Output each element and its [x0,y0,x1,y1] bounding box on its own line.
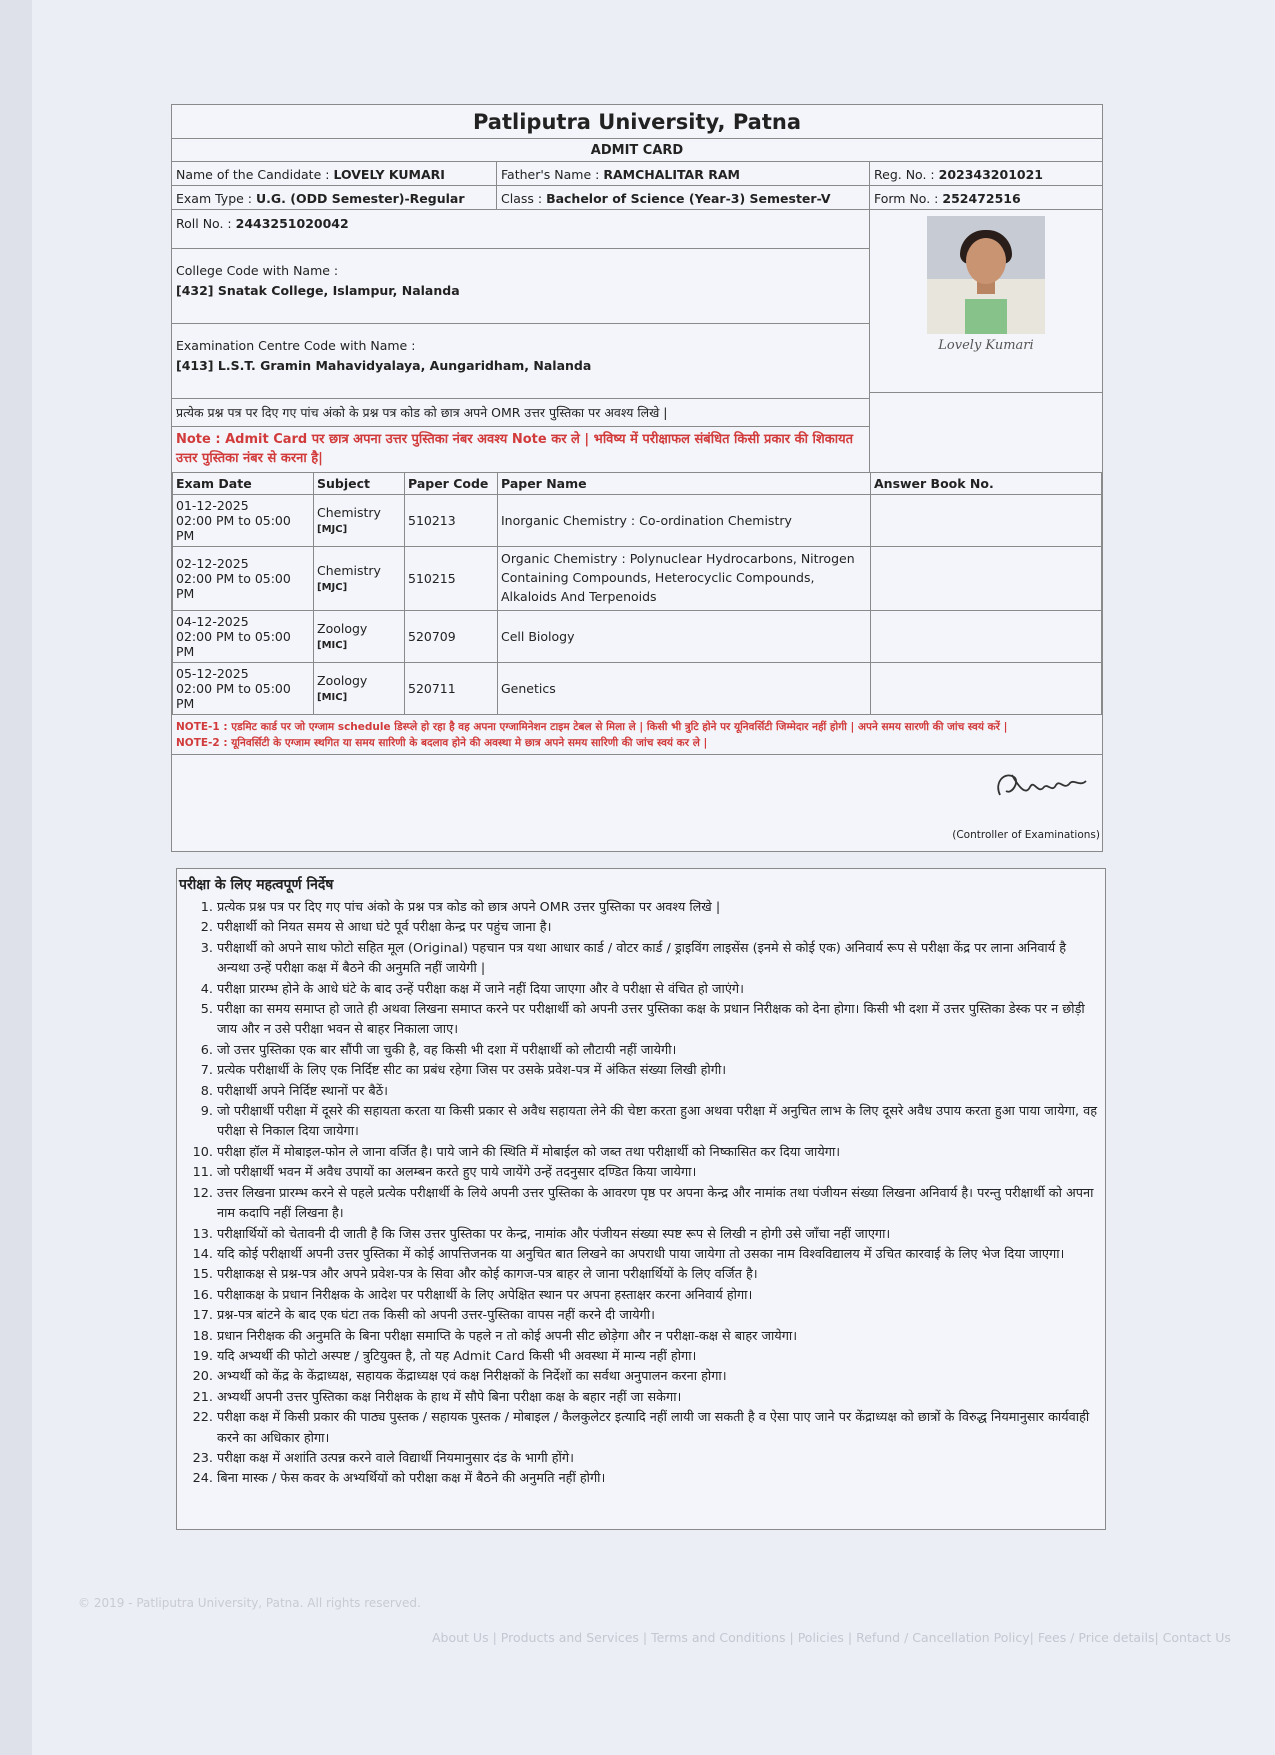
college [172,249,869,324]
list-item: 5. परीक्षा का समय समाप्त हो जाते ही अथवा लिखना समाप्त करने पर परीक्षार्थी को अपनी उत्तर पुस्तिका कक्ष के प्रधान निरीक्षक को देना होगा। किसी भी दशा में उत्तर पुस्तिका डेस्क पर न छोड़ी जाय और न उसे परीक्षा भवन से बाहर निकाला जाए। [217,1000,1105,1041]
college-label: College Code with Name : [176,263,339,278]
exam-centre [172,324,869,399]
footer-link-fees[interactable]: Fees / Price details [1037,1630,1155,1645]
candidate-name [172,162,497,185]
info-row-2 [172,186,1102,210]
footer-link-refund[interactable]: Refund / Cancellation Policy [856,1630,1030,1645]
header-subject: Subject [314,472,405,494]
roll-no-label: Roll No. : [176,216,232,231]
father-name [497,162,870,185]
paper-code: 510215 [405,546,498,610]
note-1: NOTE-1 : एडमिट कार्ड पर जो एग्जाम schedule डिस्प्ले हो रहा है वह अपना एग्जामिनेशन टाइम टेबल से मिला ले | किसी भी त्रुटि होने पर यूनिवर्सिटी जिम्मेदार नहीं होगी | अपने समय सारणी की जांच स्वयं करें | [176,720,1008,733]
exam-type-label: Exam Type : [176,191,253,206]
admit-card-label: ADMIT CARD [172,139,1102,162]
exam-date-cell [173,546,314,610]
exam-date: 01-12-2025 [176,497,249,513]
exam-date-cell [173,610,314,662]
list-item: 7. प्रत्येक परीक्षार्थी के लिए एक निर्दिष्ट सीट का प्रबंध रहेगा जिस पर उसके प्रवेश-पत्र में अंकित संख्या लिखी होगी। [217,1061,1105,1081]
subject: Chemistry [317,505,381,521]
schedule-notes [172,715,1102,756]
paper-code: 520709 [405,610,498,662]
exam-centre-value: [413] L.S.T. Gramin Mahavidyalaya, Aungaridham, Nalanda [176,358,592,373]
answer-book-note: Note : Admit Card पर छात्र अपना उत्तर पुस्तिका नंबर अवश्य Note कर ले | भविष्य में परीक्षाफल संबंधित किसी प्रकार की शिकायत उत्तर पुस्तिका नंबर से करना है| [176,432,854,466]
subject: Zoology [317,621,368,637]
table-header-row [173,472,1102,494]
details-left [172,210,870,472]
signature-area [172,755,1102,851]
form-no [870,186,1102,209]
subject-cell [314,494,405,546]
college-value: [432] Snatak College, Islampur, Nalanda [176,283,460,298]
answer-book-no [871,662,1102,714]
father-name-value: RAMCHALITAR RAM [603,167,740,182]
instructions-box [176,868,1106,1530]
candidate-name-label: Name of the Candidate : [176,167,330,182]
subject-tag: [MJC] [317,524,348,536]
footer-links: About Us | Products and Services | Terms and Conditions | Policies | Refund / Cancellation Policy| Fees / Price details| Contact Us [432,1630,1231,1645]
paper-code: 510213 [405,494,498,546]
table-row [173,546,1102,610]
admit-card [171,104,1103,852]
exam-date: 05-12-2025 [176,665,249,681]
info-row-1 [172,162,1102,186]
answer-book-no [871,610,1102,662]
list-item: 12. उत्तर लिखना प्रारम्भ करने से पहले प्रत्येक परीक्षार्थी के लिये अपनी उत्तर पुस्तिका के आवरण पृष्ठ पर अपना केन्द्र और नामांक तथा पंजीयन संख्या लिखना अनिवार्य है। परन्तु परीक्षार्थी को अपना नाम कदापि नहीं लिखना है। [217,1184,1105,1225]
list-item: 19. यदि अभ्यर्थी की फोटो अस्पष्ट / त्रुटियुक्त है, तो यह Admit Card किसी भी अवस्था में मान्य नहीं होगा। [217,1347,1105,1367]
exam-date-cell [173,494,314,546]
list-item: 20. अभ्यर्थी को केंद्र के केंद्राध्यक्ष, सहायक केंद्राध्यक्ष एवं कक्ष निरीक्षकों के निर्देशों का सर्वथा अनुपालन करना होगा। [217,1367,1105,1387]
note-2: NOTE-2 : यूनिवर्सिटी के एग्जाम स्थगित या समय सारिणी के बदलाव होने की अवस्था मे छात्र अपने समय सारिणी की जांच स्वयं कर ले | [176,737,708,750]
header-answer-book: Answer Book No. [871,472,1102,494]
father-name-label: Father's Name : [501,167,600,182]
university-title: Patliputra University, Patna [172,105,1102,139]
exam-schedule-table [172,472,1102,715]
answer-book-no [871,494,1102,546]
header-paper-code: Paper Code [405,472,498,494]
class-label: Class : [501,191,543,206]
exam-time: 02:00 PM to 05:00 PM [176,680,291,711]
subject-tag: [MIC] [317,692,348,704]
subject-tag: [MJC] [317,582,348,594]
roll-no [172,210,869,249]
list-item: 10. परीक्षा हॉल में मोबाइल-फोन ले जाना वर्जित है। पाये जाने की स्थिति में मोबाईल को जब्त तथा परीक्षार्थी को निष्कासित कर दिया जायेगा। [217,1143,1105,1163]
paper-code: 520711 [405,662,498,714]
controller-signature [990,765,1090,805]
list-item: 1. प्रत्येक प्रश्न पत्र पर दिए गए पांच अंको के प्रश्न पत्र कोड को छात्र अपने OMR उत्तर पुस्तिका पर अवश्य लिखे | [217,898,1105,918]
subject-cell [314,610,405,662]
footer-link-products[interactable]: Products and Services [500,1630,639,1645]
subject: Chemistry [317,563,381,579]
exam-date: 02-12-2025 [176,555,249,571]
instructions-list [177,898,1105,1490]
table-row [173,494,1102,546]
exam-time: 02:00 PM to 05:00 PM [176,628,291,659]
list-item: 9. जो परीक्षार्थी परीक्षा में दूसरे की सहायता करता या किसी प्रकार से अवैध सहायता लेने की चेष्टा करता हुआ अथवा परीक्षा में अनुचित लाभ के लिए दूसरे अवैध उपाय करता हुआ पाया जायेगा, वह परीक्षा से निकाल दिया जायेगा। [217,1102,1105,1143]
reg-no [870,162,1102,185]
paper-name: Organic Chemistry : Polynuclear Hydrocarbons, Nitrogen Containing Compounds, Heterocyclic Compounds, Alkaloids And Terpenoids [498,546,871,610]
footer-link-about[interactable]: About Us [432,1630,489,1645]
subject-tag: [MIC] [317,640,348,652]
paper-name: Genetics [498,662,871,714]
list-item: 22. परीक्षा कक्ष में किसी प्रकार की पाठ्य पुस्तक / सहायक पुस्तक / मोबाइल / कैलकुलेटर इत्यादि नहीं लायी जा सकती है व ऐसा पाए जाने पर केंद्राध्यक्ष को छात्रों के विरुद्ध नियमानुसार कार्यवाही करने का अधिकार होगा। [217,1408,1105,1449]
controller-label: (Controller of Examinations) [952,829,1100,842]
candidate-name-value: LOVELY KUMARI [333,167,445,182]
reg-no-value: 202343201021 [938,167,1043,182]
candidate-signature: Lovely Kumari [938,338,1034,353]
footer-link-policies[interactable]: Policies [797,1630,844,1645]
instructions-title: परीक्षा के लिए महत्वपूर्ण निर्देष [179,877,334,893]
header-exam-date: Exam Date [173,472,314,494]
list-item: 21. अभ्यर्थी अपनी उत्तर पुस्तिका कक्ष निरीक्षक के हाथ में सौपे बिना परीक्षा कक्ष के बहार नहीं जा सकेगा। [217,1388,1105,1408]
list-item: 23. परीक्षा कक्ष में अशांति उत्पन्न करने वाले विद्यार्थी नियमानुसार दंड के भागी होंगे। [217,1449,1105,1469]
list-item: 24. बिना मास्क / फेस कवर के अभ्यर्थियों को परीक्षा कक्ष में बैठने की अनुमति नहीं होगी। [217,1469,1105,1489]
details-grid [172,210,1102,472]
list-item: 17. प्रश्न-पत्र बांटने के बाद एक घंटा तक किसी को अपनी उत्तर-पुस्तिका वापस नहीं करने दी जायेगी। [217,1306,1105,1326]
candidate-photo [927,216,1045,334]
list-item: 2. परीक्षार्थी को नियत समय से आधा घंटे पूर्व परीक्षा केन्द्र पर पहुंच जाना है। [217,918,1105,938]
subject: Zoology [317,673,368,689]
exam-time: 02:00 PM to 05:00 PM [176,512,291,543]
list-item: 14. यदि कोई परीक्षार्थी अपनी उत्तर पुस्तिका में कोई आपत्तिजनक या अनुचित बात लिखने का अपराधी पाया जायेगा तो उसका नाम विश्वविद्यालय में उचित कारवाई के लिए भेज दिया जाएगा। [217,1245,1105,1265]
omr-instruction: प्रत्येक प्रश्न पत्र पर दिए गए पांच अंको के प्रश्न पत्र कोड को छात्र अपने OMR उत्तर पुस्तिका पर अवश्य लिखे | [172,399,869,427]
reg-no-label: Reg. No. : [874,167,935,182]
class [497,186,870,209]
list-item: 11. जो परीक्षार्थी भवन में अवैध उपायों का अलम्बन करते हुए पाये जायेंगे उन्हें तदनुसार दण्डित किया जायेगा। [217,1163,1105,1183]
list-item: 13. परीक्षार्थियों को चेतावनी दी जाती है कि जिस उत्तर पुस्तिका पर केन्द्र, नामांक और पंजीयन संख्या स्पष्ट रूप से लिखी न होगी उसे जाँचा नहीं जाएगा। [217,1225,1105,1245]
list-item: 6. जो उत्तर पुस्तिका एक बार सौंपी जा चुकी है, वह किसी भी दशा में परीक्षार्थी को लौटायी नहीं जायेगी। [217,1041,1105,1061]
form-no-label: Form No. : [874,191,939,206]
table-row [173,610,1102,662]
header-paper-name: Paper Name [498,472,871,494]
class-value: Bachelor of Science (Year-3) Semester-V [546,191,831,206]
list-item: 15. परीक्षाकक्ष से प्रश्न-पत्र और अपने प्रवेश-पत्र के सिवा और कोई कागज-पत्र बाहर ले जाना परीक्षार्थियों के लिए वर्जित है। [217,1265,1105,1285]
scan-edge [0,0,32,1755]
list-item: 4. परीक्षा प्रारम्भ होने के आधे घंटे के बाद उन्हें परीक्षा कक्ष में जाने नहीं दिया जाएगा और वे परीक्षा से वंचित हो जाएंगे। [217,980,1105,1000]
list-item: 8. परीक्षार्थी अपने निर्दिष्ट स्थानों पर बैठें। [217,1082,1105,1102]
exam-date-cell [173,662,314,714]
form-no-value: 252472516 [942,191,1021,206]
copyright: © 2019 - Patliputra University, Patna. All rights reserved. [78,1596,421,1610]
exam-type-value: U.G. (ODD Semester)-Regular [256,191,465,206]
answer-book-no [871,546,1102,610]
exam-centre-label: Examination Centre Code with Name : [176,338,416,353]
subject-cell [314,662,405,714]
footer-link-terms[interactable]: Terms and Conditions [651,1630,786,1645]
list-item: 18. प्रधान निरीक्षक की अनुमति के बिना परीक्षा समाप्ति के पहले न तो कोई अपनी सीट छोड़ेगा और न परीक्षा-कक्ष से बाहर जायेगा। [217,1327,1105,1347]
list-item: 3. परीक्षार्थी को अपने साथ फोटो सहित मूल (Original) पहचान पत्र यथा आधार कार्ड / वोटर कार्ड / ड्राइविंग लाइसेंस (इनमे से कोई एक) अनिवार्य रूप से परीक्षा केंद्र पर लाना अनिवार्य है अन्यथा उन्हें परीक्षा कक्ष में बैठने की अनुमति नहीं जायेगी | [217,939,1105,980]
paper-name: Inorganic Chemistry : Co-ordination Chemistry [498,494,871,546]
exam-type [172,186,497,209]
photo-box [870,210,1102,393]
list-item: 16. परीक्षाकक्ष के प्रधान निरीक्षक के आदेश पर परीक्षार्थी के लिए अपेक्षित स्थान पर अपना हस्ताक्षर करना अनिवार्य होगा। [217,1286,1105,1306]
paper-name: Cell Biology [498,610,871,662]
exam-time: 02:00 PM to 05:00 PM [176,570,291,601]
details-right [870,210,1102,472]
table-row [173,662,1102,714]
exam-date: 04-12-2025 [176,613,249,629]
subject-cell [314,546,405,610]
footer-link-contact[interactable]: Contact Us [1162,1630,1231,1645]
roll-no-value: 2443251020042 [235,216,349,231]
